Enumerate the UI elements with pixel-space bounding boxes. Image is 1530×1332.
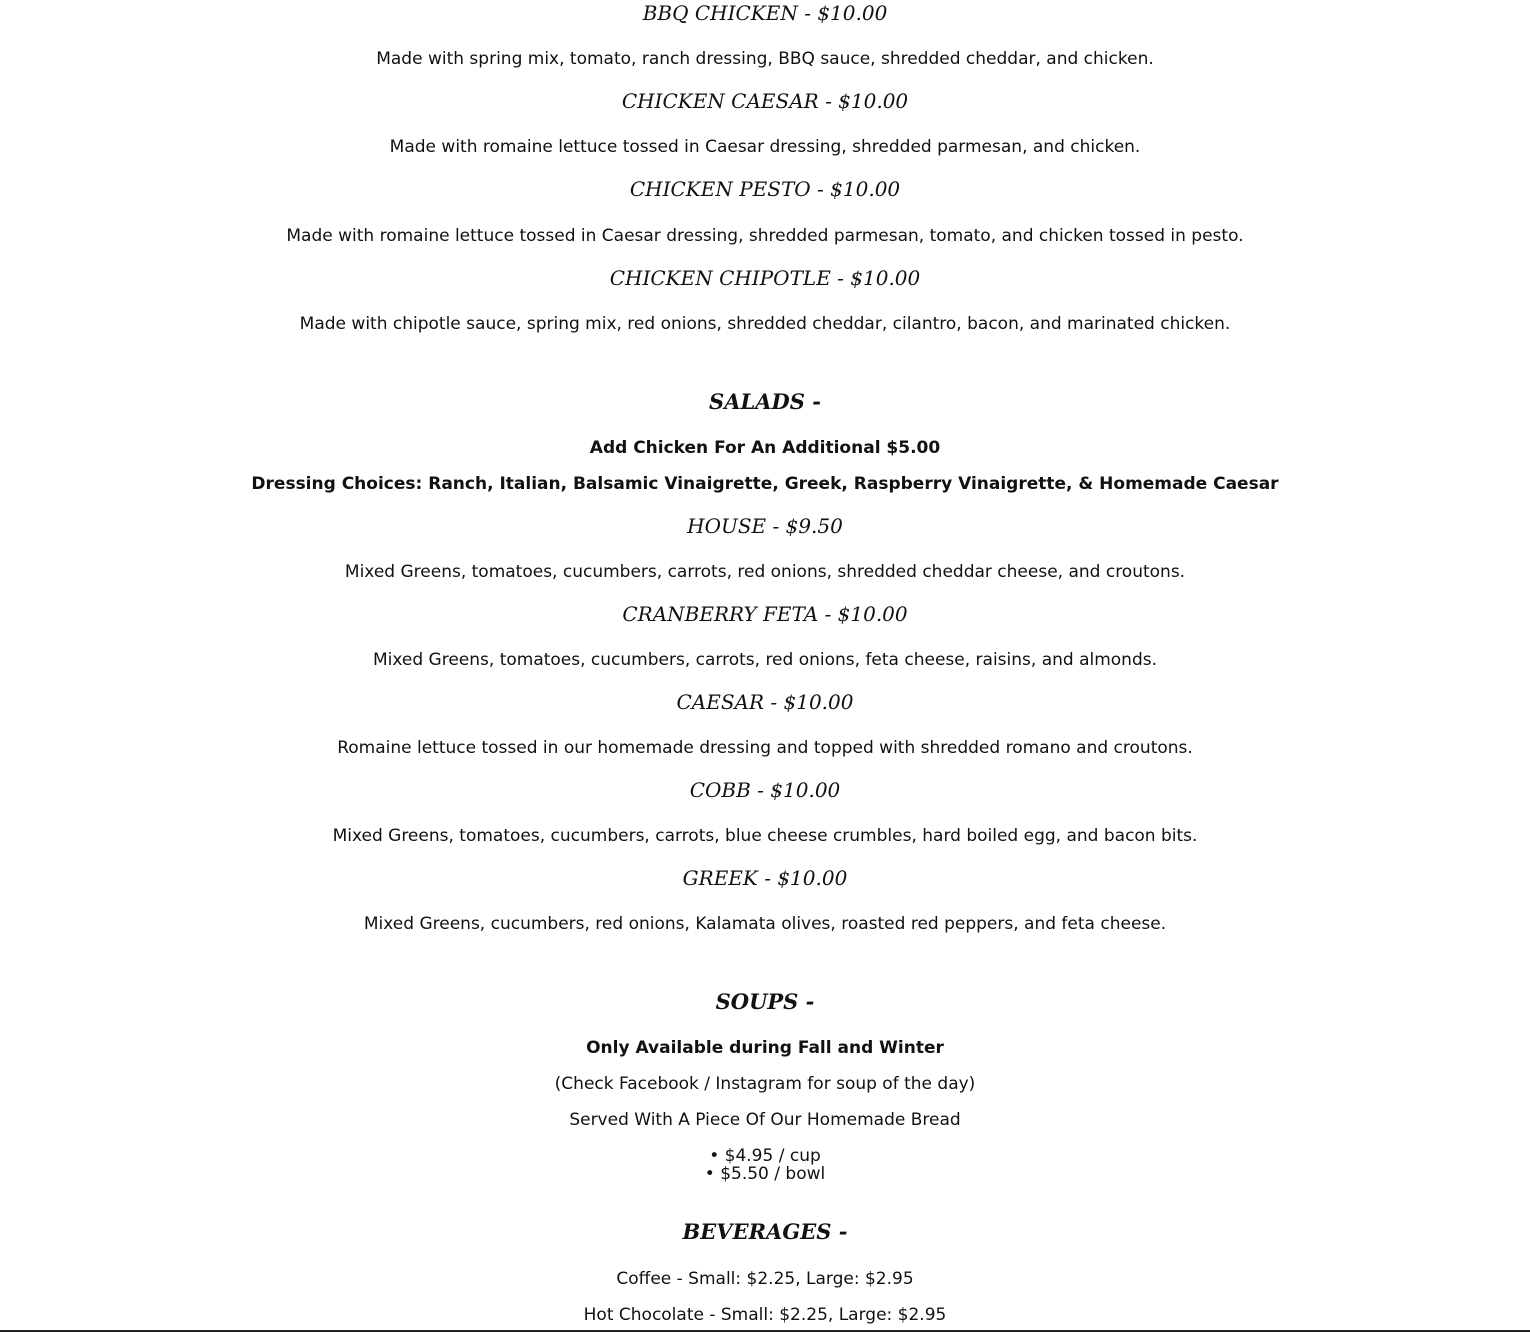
- soups-availability: [0, 1036, 1530, 1060]
- salad-item-caesar-desc: [0, 736, 1530, 760]
- price-cup: • $4.95 / cup: [709, 1146, 821, 1166]
- item-title: CAESAR - $10.00: [676, 690, 854, 714]
- item-description: Mixed Greens, tomatoes, cucumbers, carrots, red onions, feta cheese, raisins, and almonds.: [372, 650, 1158, 670]
- salad-item-cobb: [0, 777, 1530, 803]
- item-title: BBQ CHICKEN - $10.00: [642, 1, 888, 25]
- item-description: Mixed Greens, cucumbers, red onions, Kalamata olives, roasted red peppers, and feta cheese.: [363, 914, 1167, 934]
- add-chicken-note: Add Chicken For An Additional $5.00: [589, 438, 941, 458]
- item-description: Made with chipotle sauce, spring mix, red onions, shredded cheddar, cilantro, bacon, and marinated chicken.: [299, 314, 1231, 334]
- item-title: CHICKEN CHIPOTLE - $10.00: [609, 266, 921, 290]
- salad-item-caesar: [0, 689, 1530, 715]
- soups-price-list: [0, 1147, 1530, 1183]
- salad-item-cranberry-feta: [0, 601, 1530, 627]
- price-list: [0, 1147, 1530, 1183]
- item-description: Made with romaine lettuce tossed in Caesar dressing, shredded parmesan, tomato, and chicken tossed in pesto.: [286, 226, 1244, 246]
- price-bowl: • $5.50 / bowl: [704, 1164, 826, 1184]
- wrap-item-chicken-chipotle: [0, 265, 1530, 291]
- item-description: Mixed Greens, tomatoes, cucumbers, carrots, blue cheese crumbles, hard boiled egg, and bacon bits.: [332, 826, 1198, 846]
- wrap-item-chicken-caesar: [0, 88, 1530, 114]
- beverage-item-coffee: [0, 1267, 1530, 1291]
- item-description: Made with spring mix, tomato, ranch dressing, BBQ sauce, shredded cheddar, and chicken.: [376, 49, 1154, 69]
- soup-of-day-note: (Check Facebook / Instagram for soup of the day): [554, 1074, 976, 1094]
- soups-section: [0, 988, 1530, 1016]
- salads-dressing-note: [0, 472, 1530, 496]
- wrap-item-bbq-chicken-desc: [0, 47, 1530, 71]
- section-heading: SOUPS -: [715, 989, 815, 1014]
- item-title: CHICKEN PESTO - $10.00: [629, 177, 901, 201]
- salad-item-house: [0, 513, 1530, 539]
- item-description: Made with romaine lettuce tossed in Caesar dressing, shredded parmesan, and chicken.: [389, 137, 1141, 157]
- beverages-section: [0, 1218, 1530, 1246]
- salad-item-cobb-desc: [0, 824, 1530, 848]
- wrap-item-bbq-chicken: [0, 0, 1530, 26]
- item-description: Mixed Greens, tomatoes, cucumbers, carrots, red onions, shredded cheddar cheese, and croutons.: [344, 562, 1186, 582]
- item-title: CRANBERRY FETA - $10.00: [622, 602, 908, 626]
- wrap-item-chicken-pesto-desc: [0, 224, 1530, 248]
- salads-add-chicken-note: [0, 436, 1530, 460]
- item-title: CHICKEN CAESAR - $10.00: [621, 89, 909, 113]
- section-heading: SALADS -: [709, 389, 821, 414]
- wrap-item-chicken-chipotle-desc: [0, 312, 1530, 336]
- soups-served-note: [0, 1108, 1530, 1132]
- section-heading: BEVERAGES -: [682, 1219, 848, 1244]
- salad-item-greek-desc: [0, 912, 1530, 936]
- beverage-item: Hot Chocolate - Small: $2.25, Large: $2.95: [583, 1305, 947, 1325]
- item-title: GREEK - $10.00: [682, 866, 848, 890]
- soups-check-note: [0, 1072, 1530, 1096]
- salad-item-cranberry-feta-desc: [0, 648, 1530, 672]
- salad-item-house-desc: [0, 560, 1530, 584]
- item-description: Romaine lettuce tossed in our homemade dressing and topped with shredded romano and croutons.: [337, 738, 1193, 758]
- wrap-item-chicken-caesar-desc: [0, 135, 1530, 159]
- salad-item-greek: [0, 865, 1530, 891]
- salads-section: [0, 388, 1530, 416]
- dressing-choices-note: Dressing Choices: Ranch, Italian, Balsamic Vinaigrette, Greek, Raspberry Vinaigrette, & Homemade Caesar: [251, 474, 1279, 494]
- availability-note: Only Available during Fall and Winter: [586, 1038, 944, 1058]
- beverage-item-hot-chocolate: [0, 1303, 1530, 1327]
- item-title: HOUSE - $9.50: [687, 514, 843, 538]
- served-with-note: Served With A Piece Of Our Homemade Bread: [569, 1110, 961, 1130]
- item-title: COBB - $10.00: [689, 778, 841, 802]
- wrap-item-chicken-pesto: [0, 176, 1530, 202]
- beverage-item: Coffee - Small: $2.25, Large: $2.95: [616, 1269, 914, 1289]
